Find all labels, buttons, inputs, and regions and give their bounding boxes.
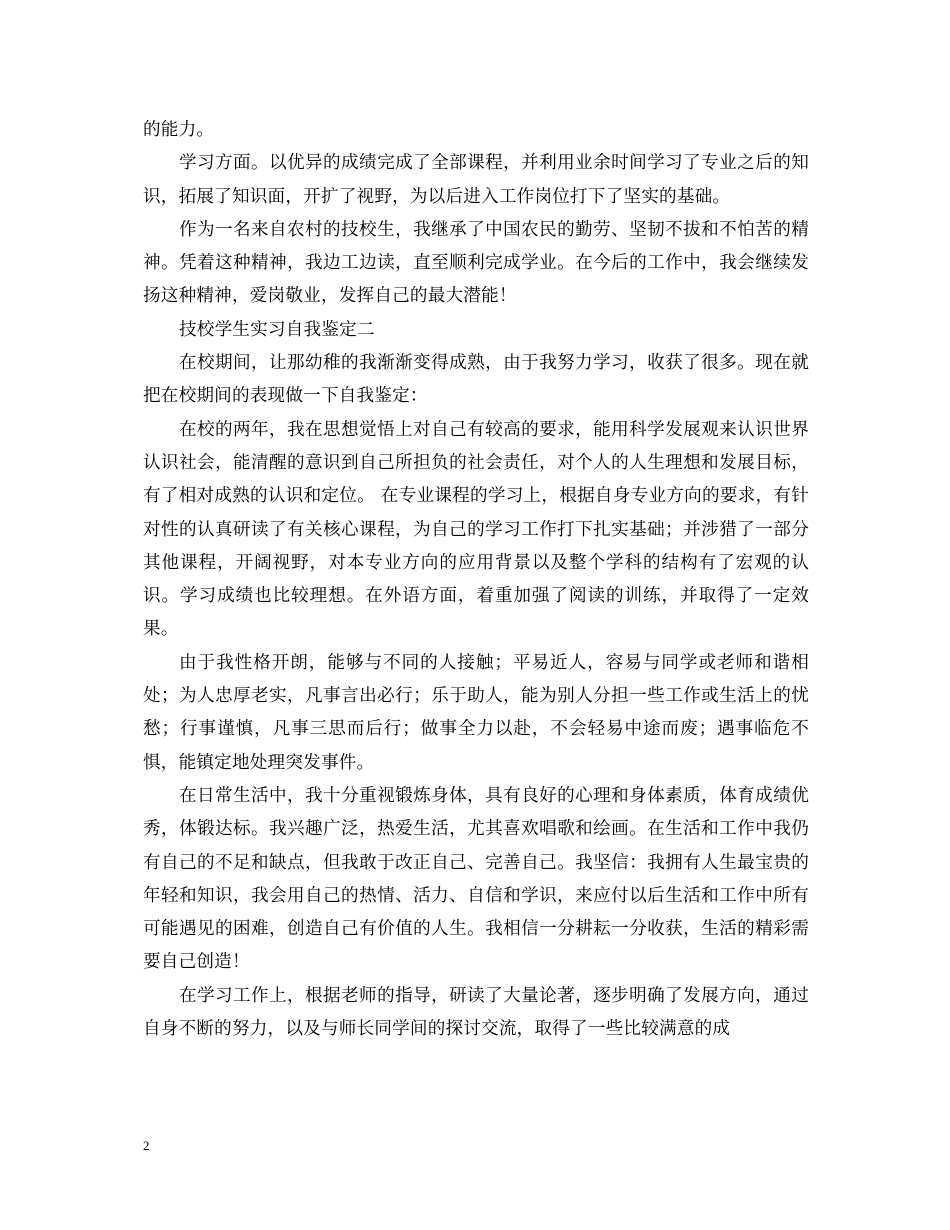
paragraph-intro: 在校期间，让那幼稚的我渐渐变得成熟，由于我努力学习，收获了很多。现在就把在校期间的表现做一下自我鉴定： — [143, 353, 809, 407]
page-number: 2 — [143, 1138, 150, 1153]
paragraph-daily-life: 在日常生活中，我十分重视锻炼身体，具有良好的心理和身体素质，体育成绩优秀，体锻达标。我兴趣广泛，热爱生活，尤其喜欢唱歌和绘画。在生活和工作中我仍有自己的不足和缺点，但我敢于改正自己、完善自己。我坚信：我拥有人生最宝贵的年轻和知识，我会用自己的热情、活力、自信和学识，来应付以后生活和工作中所有可能遇见的困难，创造自己有价值的人生。我相信一分耕耘一分收获，生活的精彩需要自己创造！ — [143, 785, 809, 973]
paragraph-personality: 由于我性格开朗，能够与不同的人接触；平易近人，容易与同学或老师和谐相处；为人忠厚老实，凡事言出必行；乐于助人，能为别人分担一些工作或生活上的忧愁；行事谨慎，凡事三思而后行；做事全力以赴，不会轻易中途而废；遇事临危不惧，能镇定地处理突发事件。 — [143, 652, 809, 773]
paragraph-rural-spirit: 作为一名来自农村的技校生，我继承了中国农民的勤劳、坚韧不拔和不怕苦的精神。凭着这种精神，我边工边读，直至顺利完成学业。在今后的工作中，我会继续发扬这种精神，爱岗敬业，发挥自己的最大潜能！ — [143, 219, 809, 307]
paragraph-two-years: 在校的两年，我在思想觉悟上对自己有较高的要求，能用科学发展观来认识世界认识社会，能清醒的意识到自己所担负的社会责任，对个人的人生理想和发展目标，有了相对成熟的认识和定位。 在专业课程的学习上，根据自身专业方向的要求，有针对性的认真研读了有关核心课程，为自己的学习工作打下扎实基础；并涉猎了一部分其他课程，开阔视野，对本专业方向的应用背景以及整个学科的结构有了宏观的认识。学习成绩也比较理想。在外语方面，着重加强了阅读的训练，并取得了一定效果。 — [143, 419, 809, 640]
paragraph-study: 学习方面。以优异的成绩完成了全部课程，并利用业余时间学习了专业之后的知识，拓展了知识面，开扩了视野，为以后进入工作岗位打下了坚实的基础。 — [143, 153, 809, 207]
paragraph-continuation: 的能力。 — [143, 120, 215, 140]
document-body — [143, 114, 809, 1046]
section-heading: 技校学生实习自我鉴定二 — [179, 319, 375, 340]
paragraph-study-work: 在学习工作上，根据老师的指导，研读了大量论著，逐步明确了发展方向，通过自身不断的努力，以及与师长同学间的探讨交流，取得了一些比较满意的成 — [143, 985, 809, 1040]
